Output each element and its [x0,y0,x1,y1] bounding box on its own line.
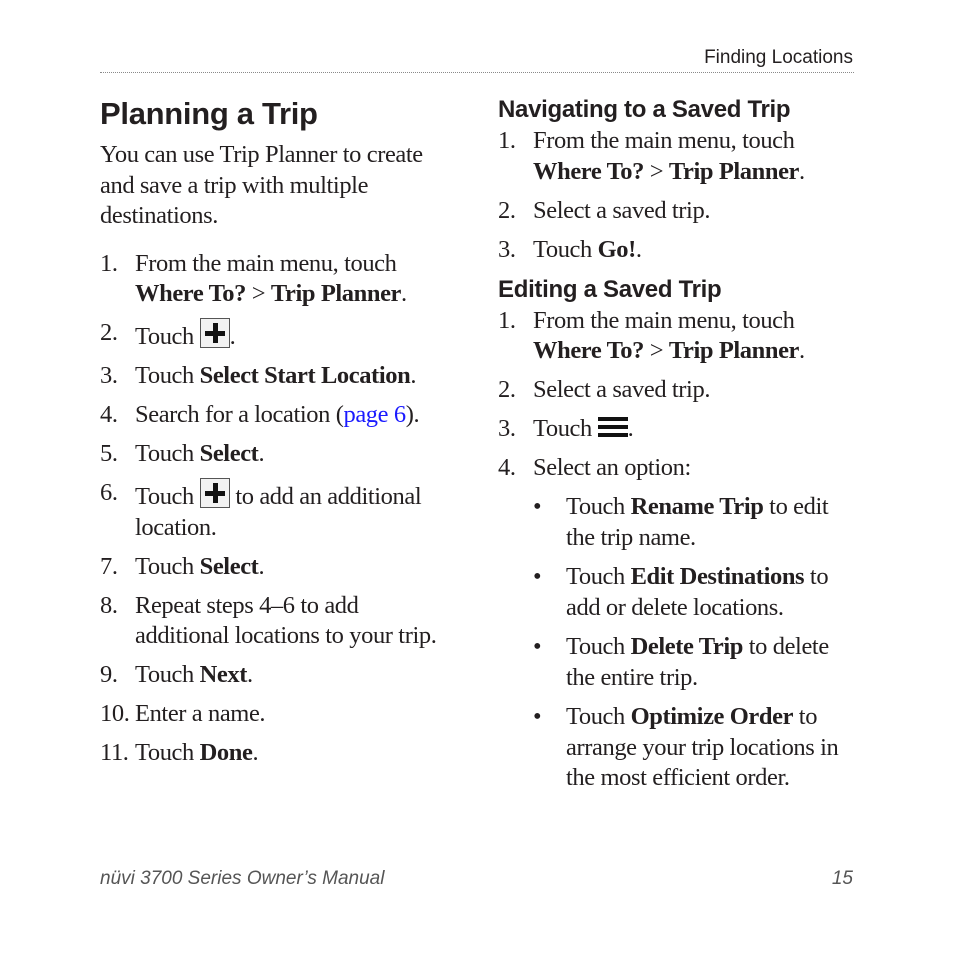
list-item: • Touch Optimize Order to arrange your trip locations in the most efficient order. [533,703,839,791]
list-item: 7. Touch Select. [100,552,265,580]
list-item: 9. Touch Next. [100,661,253,688]
list-item: 1. From the main menu, touch Where To? > Trip Planner. [498,306,805,364]
page-link[interactable]: page 6 [343,401,406,428]
list-item: 11. Touch Done. [100,739,259,766]
running-header: Finding Locations [704,47,853,68]
header-divider [100,72,854,73]
editing-steps [498,306,858,794]
footer-manual-title: nüvi 3700 Series Owner’s Manual [100,868,385,889]
list-item: 2. Select a saved trip. [498,376,711,403]
list-item: 3. Touch Go!. [498,235,642,263]
list-item: 6. Touch to add an additional location. [100,479,422,541]
page-number: 15 [831,868,853,889]
list-item: 4. Select an option: • Touch Rename Trip to edit the trip name. • Touch Edit Destinations to add or delete locations. • Touch Delete Trip to delete the entire trip. • Touch Optimize Order to arrange your trip locations in the most efficient order. [498,453,858,794]
list-item: 3. Touch Select Start Location. [100,362,417,389]
list-item: • Touch Rename Trip to edit the trip name. [533,493,829,551]
menu-icon [598,416,628,438]
plus-icon [200,318,230,348]
section-heading-editing: Editing a Saved Trip [498,275,722,303]
list-item: 2. Select a saved trip. [498,196,711,224]
option-list [533,492,858,794]
list-item: • Touch Delete Trip to delete the entire trip. [533,633,829,691]
page-title: Planning a Trip [100,96,318,131]
list-item: • Touch Edit Destinations to add or delete locations. [533,563,829,621]
navigating-steps [498,126,858,265]
list-item: 8. Repeat steps 4–6 to add additional locations to your trip. [100,591,437,649]
list-item: 1. From the main menu, touch Where To? > Trip Planner. [100,249,407,307]
list-item: 3. Touch . [498,415,634,442]
section-heading-navigating: Navigating to a Saved Trip [498,96,791,123]
list-item: 10. Enter a name. [100,700,266,727]
list-item: 4. Search for a location (page 6). [100,401,420,428]
list-item: 2. Touch . [100,319,236,350]
right-column [498,90,858,803]
trip-planning-steps [100,249,452,769]
intro-paragraph: You can use Trip Planner to create and save a trip with multiple destinations. [100,141,423,229]
list-item: 5. Touch Select. [100,440,265,467]
plus-icon [200,478,230,508]
left-column [100,90,452,777]
list-item: 1. From the main menu, touch Where To? > Trip Planner. [498,127,805,185]
